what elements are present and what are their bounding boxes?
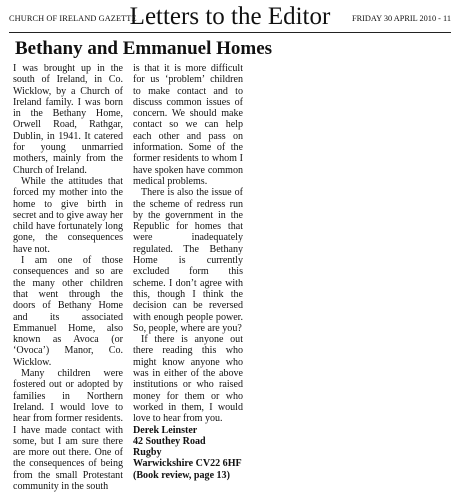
column-2 xyxy=(133,63,243,492)
column-1 xyxy=(13,63,123,492)
paragraph: I am one of those consequences and so are the many other children that went through the doors of Bethany Home and its associated Emmanuel Home, also known as Avoca (or ‘Ovoca’) Manor, Co. Wicklow. xyxy=(13,255,123,368)
section-title: Letters to the Editor xyxy=(129,3,331,30)
publication-name: CHURCH OF IRELAND GAZETTE xyxy=(9,14,137,23)
paragraph: is that it is more difficult for us ‘problem’ children to make contact and to discuss common issues of concern. We should make contact so we can help each other and pass on information. Some of the former residents to whom I have spoken have common medical problems. xyxy=(133,63,243,187)
signature-address-line: 42 Southey Road xyxy=(133,435,206,447)
masthead xyxy=(9,0,451,33)
book-review-note: (Book review, page 13) xyxy=(133,469,230,481)
paragraph: There is also the issue of the scheme of redress run by the government in the Republic for homes that were inadequately regulated. The Bethany Home is currently excluded form this scheme. I don’t agree with this, though I think the decision can be reversed with enough people power. So, people, where are you? xyxy=(133,187,243,334)
paragraph: Many children were fostered out or adopted by families in Northern Ireland. I would love to hear from former residents. I have made contact with some, but I am sure there are more out there. One of the consequences of being from the small Protestant community in the south xyxy=(13,368,123,492)
signature-address-line: Warwickshire CV22 6HF xyxy=(133,458,242,470)
paragraph: I was brought up in the south of Ireland, in Co. Wicklow, by a Church of Ireland family. I was born in the Bethany Home, Orwell Road, Rathgar, Dublin, in 1941. It catered for young unmarried mothers, mainly from the Church of Ireland. xyxy=(13,63,123,176)
letter-headline: Bethany and Emmanuel Homes xyxy=(15,38,273,59)
paragraph: If there is anyone out there reading this who might know anyone who was in either of the above institutions or who raised money for them or who worked in them, I would love to hear from you. xyxy=(133,334,243,425)
issue-date-page: FRIDAY 30 APRIL 2010 - 11 xyxy=(351,14,451,23)
letter-body xyxy=(13,63,243,492)
signature-address-line: Rugby xyxy=(133,447,162,459)
signature-name: Derek Leinster xyxy=(133,424,198,436)
paragraph: While the attitudes that forced my mother into the home to give birth in secret and to give away her child have fortunately long gone, the consequences have not. xyxy=(13,175,123,255)
